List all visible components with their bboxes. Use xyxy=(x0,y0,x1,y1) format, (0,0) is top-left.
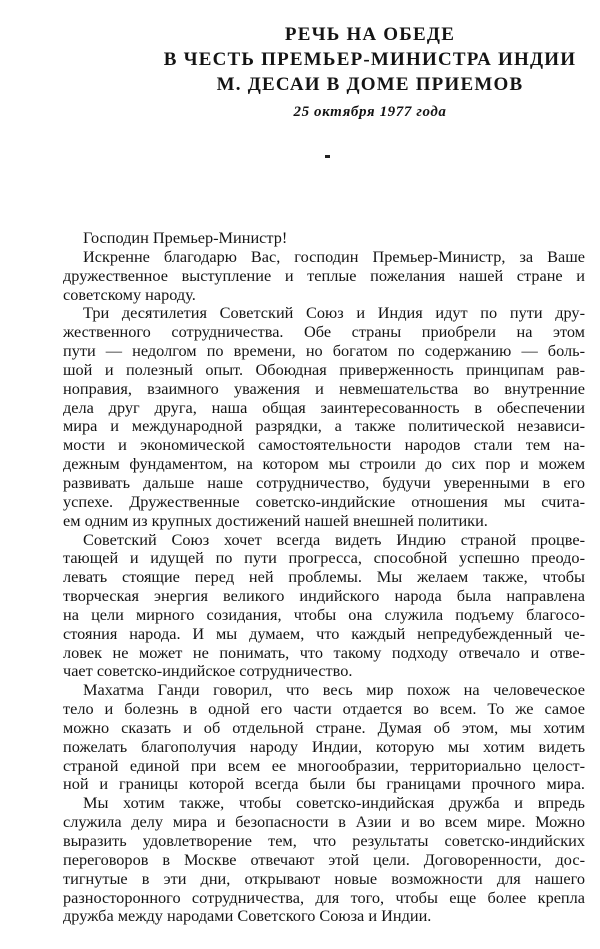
separator-mark xyxy=(325,155,330,158)
text-line: чает советско-индийское сотрудничество. xyxy=(63,661,353,681)
text-line: Советский Союз хочет всегда видеть Индию страной процве- xyxy=(83,529,585,549)
text-line: советскому народу. xyxy=(63,284,196,304)
text-line: переговоров в Москве отвечают этой цели. Договоренности, дос- xyxy=(63,849,585,869)
text-line: левать стоящие перед ней проблемы. Мы желаем также, чтобы xyxy=(63,567,585,587)
text-line: можно сказать и об отдельной стране. Думая об этом, мы хотим xyxy=(63,717,585,737)
text-line: тающей и идущей по пути прогресса, способной успешно преодо- xyxy=(63,548,585,568)
title-line: М. ДЕСАИ В ДОМЕ ПРИЕМОВ xyxy=(216,74,524,95)
speech-title xyxy=(140,22,600,97)
speech-body xyxy=(63,229,585,926)
speech-date: 25 октября 1977 года xyxy=(293,104,447,120)
text-line: мости и экономической самостоятельности народов стали тем на- xyxy=(63,435,585,455)
text-line: мира и международной разрядки, а также политической независи- xyxy=(63,416,585,436)
text-line: дружественное выступление и теплые пожелания нашей стране и xyxy=(63,265,585,285)
title-line: РЕЧЬ НА ОБЕДЕ xyxy=(284,24,456,45)
text-line: творческая энергия великого индийского народа была направлена xyxy=(63,586,585,606)
text-line: дела друг друга, наша общая заинтересованность в обеспечении xyxy=(63,397,585,417)
text-line: выразить удовлетворение тем, что результаты советско-индийских xyxy=(63,831,585,850)
text-line: Махатма Ганди говорил, что весь мир похож на человеческое xyxy=(83,680,585,700)
text-line: ноправия, взаимного уважения и невмешательства во внутренние xyxy=(63,378,585,398)
text-line: Мы хотим также, чтобы советско-индийская дружба и впредь xyxy=(83,793,585,813)
text-line: ловек не может не понимать, что такому подходу отвечало и отве- xyxy=(63,642,585,662)
text-line: страной единой при всем ее многообразии, территориально целост- xyxy=(63,755,585,775)
text-line: дежным фундаментом, на котором мы строили до сих пор и можем xyxy=(63,454,585,474)
text-line: тело и болезнь в одной его части отдается во всем. То же самое xyxy=(63,699,585,719)
title-line: В ЧЕСТЬ ПРЕМЬЕР-МИНИСТРА ИНДИИ xyxy=(163,49,577,70)
text-line: шой и полезный опыт. Обоюдная приверженность принципам рав- xyxy=(63,359,585,379)
text-line: жественного сотрудничества. Обе страны приобрели на этом xyxy=(63,322,585,342)
text-line: ем одним из крупных достижений нашей внешней политики. xyxy=(63,510,488,530)
text-line: ной и границы которой всегда были бы границами прочного мира. xyxy=(63,774,585,794)
text-line: тигнутые в эти дни, открывают новые возможности для нашего xyxy=(63,868,585,888)
text-line: на цели мирного созидания, чтобы она служила подъему благосо- xyxy=(63,604,585,624)
text-line: дружба между народами Советского Союза и Индии. xyxy=(63,906,432,926)
text-line: Искренне благодарю Вас, господин Премьер-Министр, за Ваше xyxy=(83,246,585,266)
text-line: служила делу мира и безопасности в Азии и во всем мире. Можно xyxy=(63,812,585,832)
text-line: пути — недолгом по времени, но богатом по содержанию — боль- xyxy=(63,341,585,361)
text-line: Господин Премьер-Министр! xyxy=(83,228,288,247)
text-line: пожелать благополучия народу Индии, которую мы хотим видеть xyxy=(63,736,585,756)
text-line: успехе. Дружественные советско-индийские отношения мы счита- xyxy=(63,491,585,511)
text-line: разносторонного сотрудничества, для того, чтобы еще более крепла xyxy=(63,887,585,907)
text-line: стояния народа. И мы думаем, что каждый непредубежденный че- xyxy=(63,623,585,643)
text-line: развивать дальше наше сотрудничество, будучи уверенными в его xyxy=(63,472,585,492)
text-line: Три десятилетия Советский Союз и Индия идут по пути дру- xyxy=(83,303,585,323)
